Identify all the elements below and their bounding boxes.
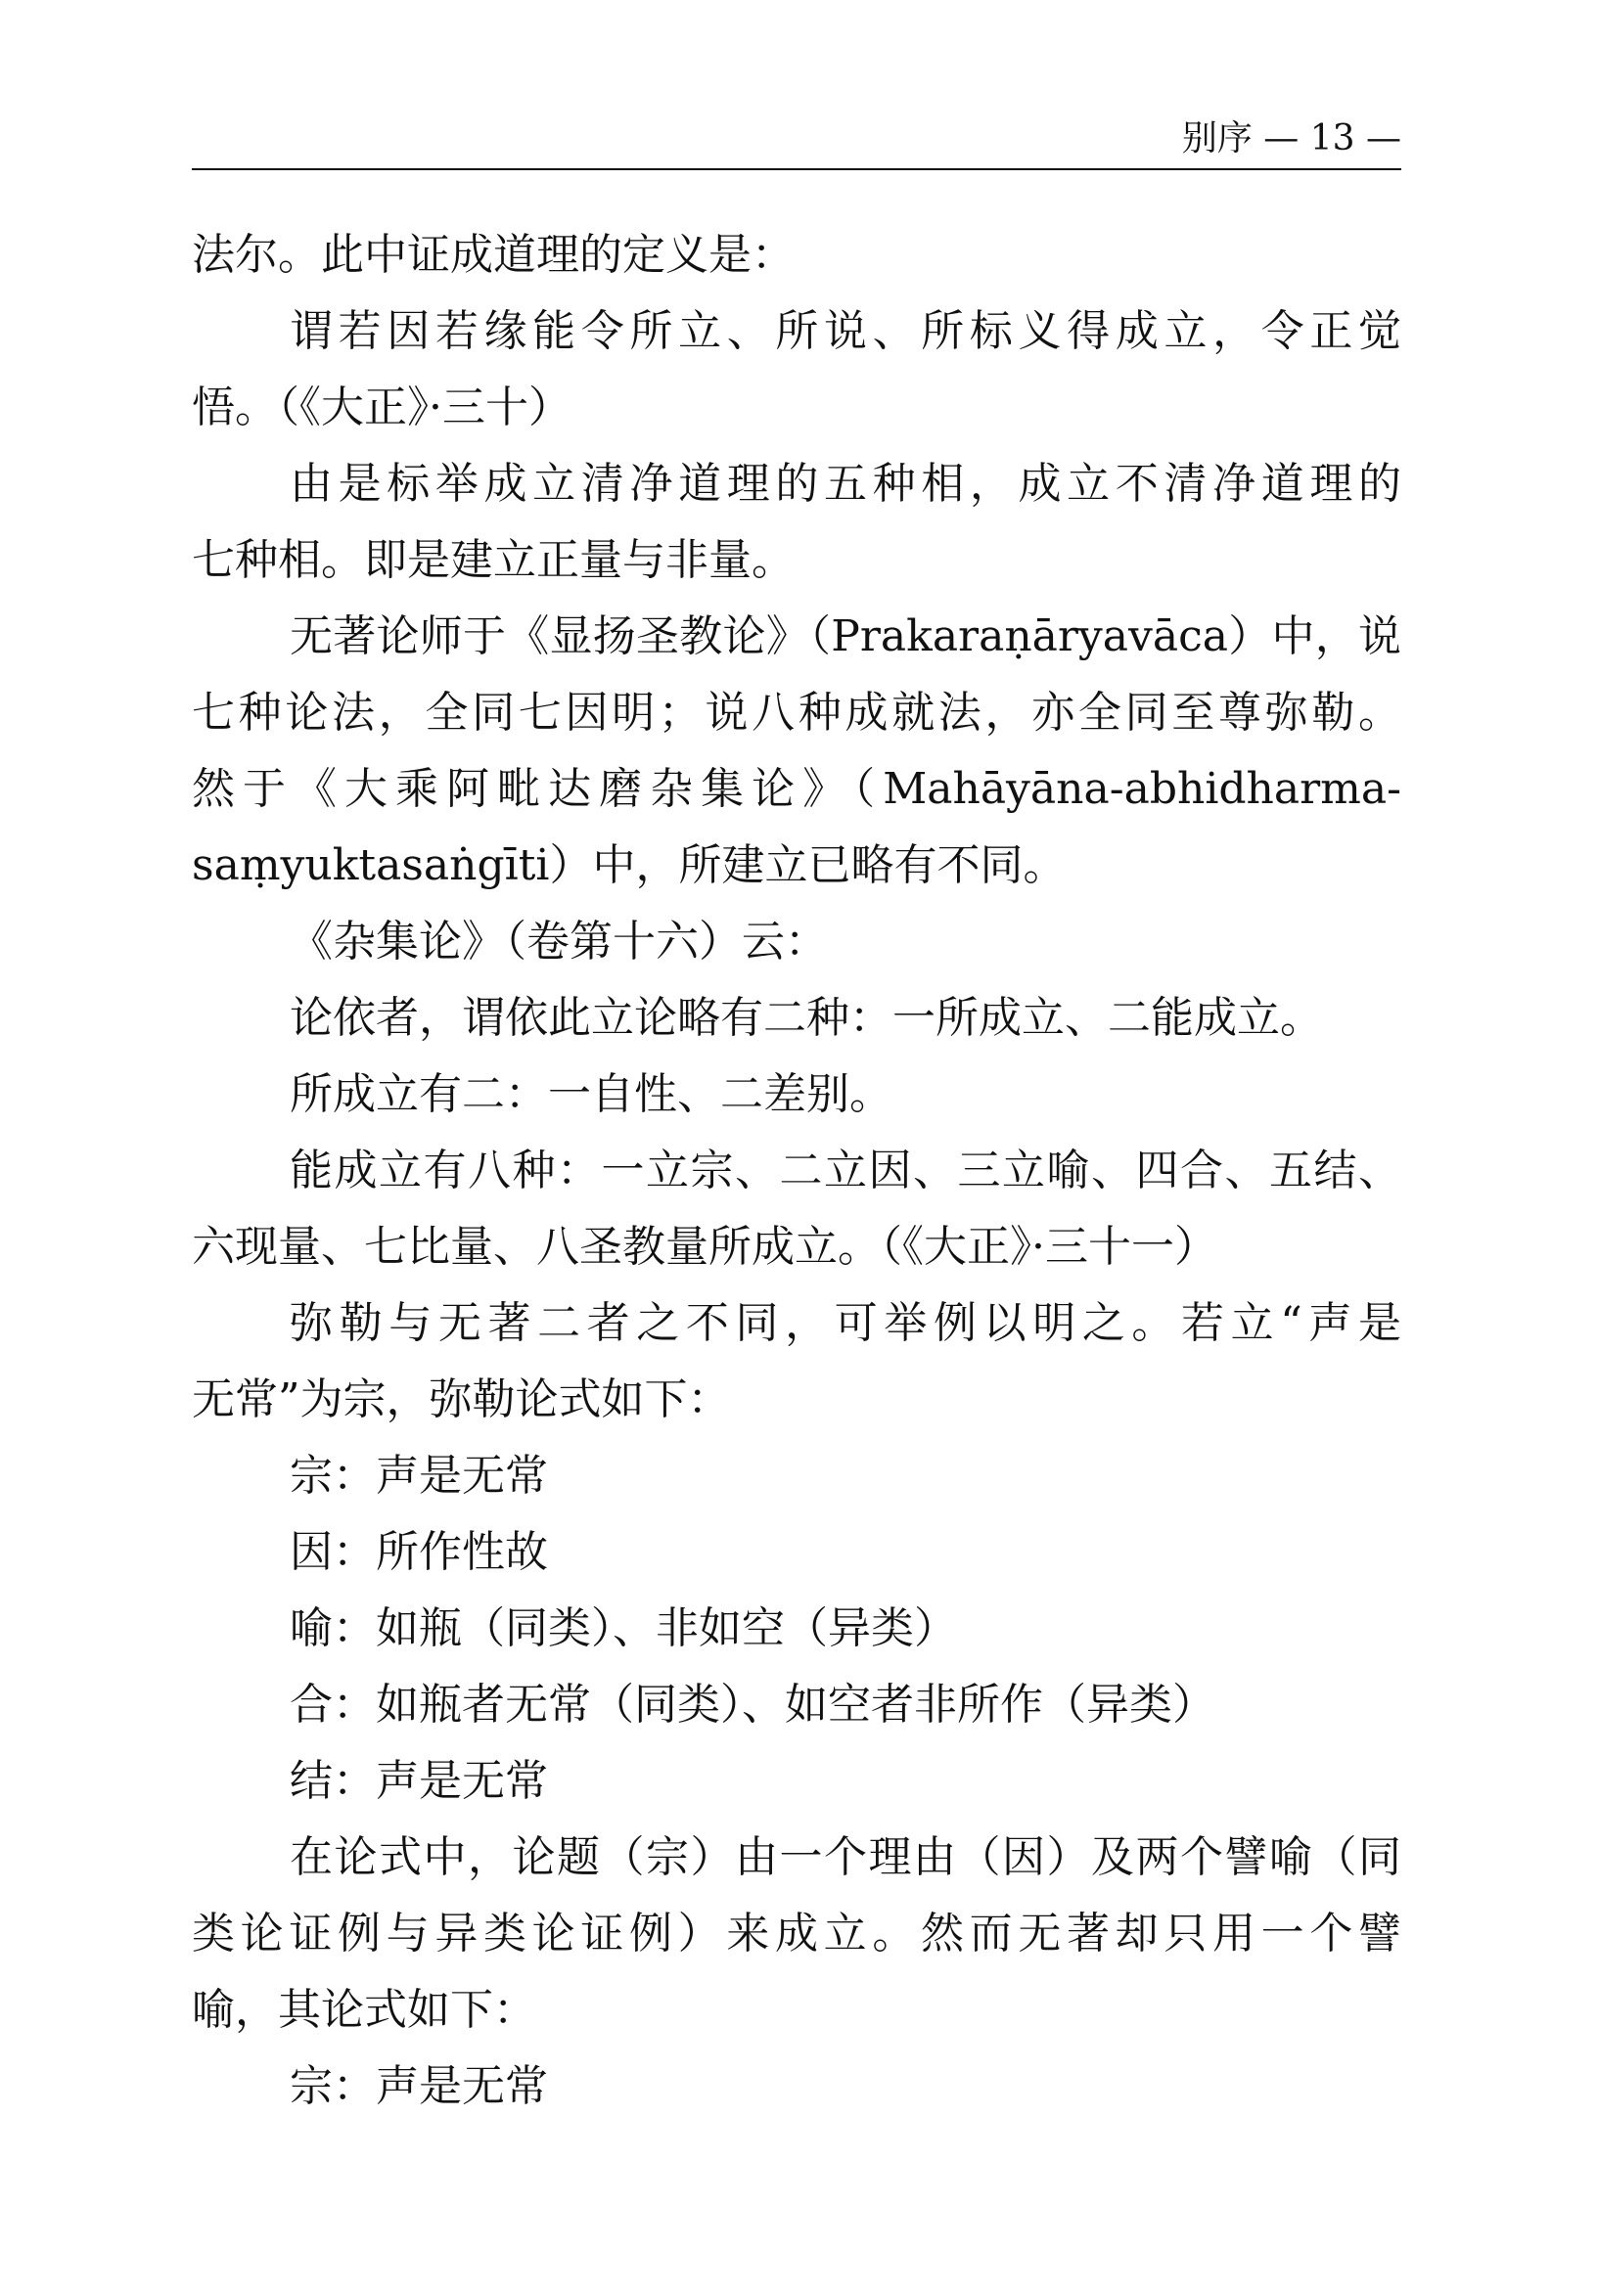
text-line: 结：声是无常 [290, 1756, 548, 1806]
text-line: 无常”为宗，弥勒论式如下： [192, 1374, 731, 1424]
text-line: 宗：声是无常 [290, 1451, 548, 1501]
text-line: 七种论法，全同七因明；说八种成就法，亦全同至尊弥勒。 [192, 688, 1401, 738]
text-line: 喻，其论式如下： [192, 1985, 536, 2035]
text-line: 然于《大乘阿毗达磨杂集论》（Mahāyāna-abhidharma- [192, 764, 1401, 814]
text-line: 由是标举成立清净道理的五种相，成立不清净道理的 [290, 459, 1401, 509]
text-line: 弥勒与无著二者之不同，可举例以明之。若立“声是 [290, 1298, 1401, 1348]
text-line: 谓若因若缘能令所立、所说、所标义得成立，令正觉 [290, 306, 1401, 356]
page-header [192, 115, 1401, 162]
text-line: 法尔。此中证成道理的定义是： [192, 230, 795, 280]
running-head: 别序 — 13 — [1181, 118, 1401, 158]
header-rule [192, 168, 1401, 170]
text-line: 宗：声是无常 [290, 2061, 548, 2111]
text-line: 所成立有二：一自性、二差别。 [290, 1069, 892, 1119]
text-line: 论依者，谓依此立论略有二种：一所成立、二能成立。 [290, 993, 1323, 1043]
text-line: 悟。（《大正》·三十） [192, 383, 571, 432]
text-line: saṃyuktasaṅgīti）中，所建立已略有不同。 [192, 840, 1067, 890]
body-text [192, 217, 1401, 2125]
text-line: 六现量、七比量、八圣教量所成立。（《大正》·三十一） [192, 1222, 1217, 1272]
text-line: 合：如瓶者无常（同类）、如空者非所作（异类） [290, 1680, 1215, 1730]
text-line: 七种相。即是建立正量与非量。 [192, 535, 795, 585]
text-line: 因：所作性故 [290, 1527, 548, 1577]
text-line: 无著论师于《显扬圣教论》（Prakaraṇāryavāca）中，说 [290, 611, 1401, 661]
text-line: 类论证例与异类论证例）来成立。然而无著却只用一个譬 [192, 1909, 1401, 1958]
text-line: 《杂集论》（卷第十六）云： [290, 917, 828, 967]
text-line: 喻：如瓶（同类）、非如空（异类） [290, 1603, 957, 1653]
text-line: 能成立有八种：一立宗、二立因、三立喻、四合、五结、 [290, 1146, 1401, 1195]
text-line: 在论式中，论题（宗）由一个理由（因）及两个譬喻（同 [290, 1832, 1401, 1882]
